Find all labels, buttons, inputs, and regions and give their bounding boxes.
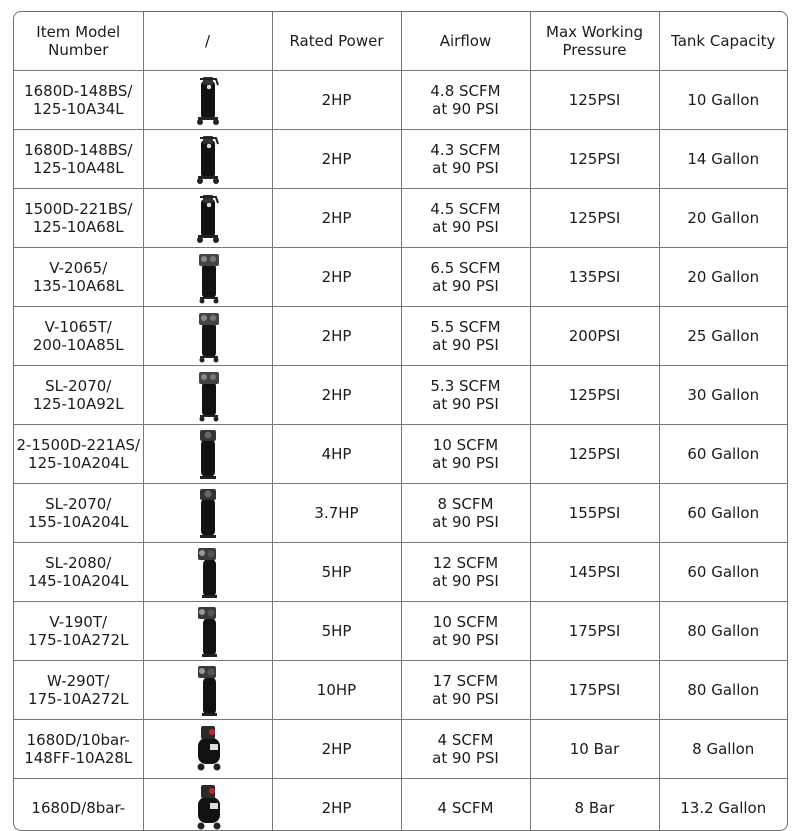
- header-row: [14, 12, 787, 71]
- model-cell: 1680D-148BS/ 125-10A34L: [14, 71, 143, 130]
- model-cell: V-190T/ 175-10A272L: [14, 602, 143, 661]
- airflow-cell: 12 SCFM at 90 PSI: [401, 543, 530, 602]
- table-row: [14, 602, 787, 661]
- tank-cell: 60 Gallon: [659, 425, 787, 484]
- spec-table-container: [13, 11, 788, 831]
- compressor-type-c-icon: [192, 486, 224, 540]
- power-cell: 2HP: [272, 366, 401, 425]
- compressor-type-a-icon: [192, 191, 224, 245]
- pressure-cell: 135PSI: [530, 248, 659, 307]
- airflow-cell: 4.8 SCFM at 90 PSI: [401, 71, 530, 130]
- airflow-cell: 4 SCFM: [401, 779, 530, 831]
- model-cell: 1680D/10bar- 148FF-10A28L: [14, 720, 143, 779]
- product-image-cell: [143, 130, 272, 189]
- compressor-type-d-icon: [192, 545, 224, 599]
- spec-table: [14, 12, 787, 831]
- pressure-cell: 125PSI: [530, 189, 659, 248]
- airflow-cell: 8 SCFM at 90 PSI: [401, 484, 530, 543]
- table-row: [14, 189, 787, 248]
- power-cell: 2HP: [272, 720, 401, 779]
- pressure-cell: 8 Bar: [530, 779, 659, 831]
- power-cell: 2HP: [272, 71, 401, 130]
- model-cell: 1500D-221BS/ 125-10A68L: [14, 189, 143, 248]
- model-cell: 1680D/8bar-: [14, 779, 143, 831]
- product-image-cell: [143, 602, 272, 661]
- pressure-cell: 145PSI: [530, 543, 659, 602]
- model-cell: V-1065T/ 200-10A85L: [14, 307, 143, 366]
- compressor-type-a-icon: [192, 73, 224, 127]
- power-cell: 4HP: [272, 425, 401, 484]
- table-row: [14, 484, 787, 543]
- airflow-cell: 10 SCFM at 90 PSI: [401, 425, 530, 484]
- compressor-type-d-icon: [192, 604, 224, 658]
- pressure-cell: 125PSI: [530, 71, 659, 130]
- table-row: [14, 248, 787, 307]
- model-cell: SL-2070/ 155-10A204L: [14, 484, 143, 543]
- compressor-type-d-icon: [192, 663, 224, 717]
- table-row: [14, 425, 787, 484]
- product-image-cell: [143, 779, 272, 831]
- pressure-cell: 175PSI: [530, 602, 659, 661]
- model-cell: W-290T/ 175-10A272L: [14, 661, 143, 720]
- tank-cell: 30 Gallon: [659, 366, 787, 425]
- compressor-type-c-icon: [192, 427, 224, 481]
- airflow-cell: 17 SCFM at 90 PSI: [401, 661, 530, 720]
- compressor-type-a-icon: [192, 132, 224, 186]
- product-image-cell: [143, 307, 272, 366]
- product-image-cell: [143, 543, 272, 602]
- header-rated-power: Rated Power: [272, 12, 401, 71]
- product-image-cell: [143, 425, 272, 484]
- table-row: [14, 661, 787, 720]
- header-max-pressure: Max Working Pressure: [530, 12, 659, 71]
- table-row: [14, 543, 787, 602]
- table-row: [14, 720, 787, 779]
- product-image-cell: [143, 484, 272, 543]
- tank-cell: 13.2 Gallon: [659, 779, 787, 831]
- power-cell: 2HP: [272, 189, 401, 248]
- airflow-cell: 4.3 SCFM at 90 PSI: [401, 130, 530, 189]
- tank-cell: 20 Gallon: [659, 248, 787, 307]
- power-cell: 5HP: [272, 602, 401, 661]
- product-image-cell: [143, 720, 272, 779]
- compressor-type-e-icon: [192, 781, 224, 831]
- tank-cell: 8 Gallon: [659, 720, 787, 779]
- airflow-cell: 5.5 SCFM at 90 PSI: [401, 307, 530, 366]
- power-cell: 2HP: [272, 130, 401, 189]
- power-cell: 2HP: [272, 248, 401, 307]
- model-cell: 2-1500D-221AS/ 125-10A204L: [14, 425, 143, 484]
- pressure-cell: 175PSI: [530, 661, 659, 720]
- power-cell: 10HP: [272, 661, 401, 720]
- pressure-cell: 10 Bar: [530, 720, 659, 779]
- product-image-cell: [143, 366, 272, 425]
- power-cell: 2HP: [272, 779, 401, 831]
- model-cell: SL-2070/ 125-10A92L: [14, 366, 143, 425]
- pressure-cell: 125PSI: [530, 425, 659, 484]
- power-cell: 5HP: [272, 543, 401, 602]
- power-cell: 2HP: [272, 307, 401, 366]
- header-tank-capacity: Tank Capacity: [659, 12, 787, 71]
- tank-cell: 10 Gallon: [659, 71, 787, 130]
- compressor-type-e-icon: [192, 722, 224, 776]
- table-row: [14, 130, 787, 189]
- tank-cell: 20 Gallon: [659, 189, 787, 248]
- table-row: [14, 71, 787, 130]
- header-item-model: Item Model Number: [14, 12, 143, 71]
- tank-cell: 25 Gallon: [659, 307, 787, 366]
- header-airflow: Airflow: [401, 12, 530, 71]
- product-image-cell: [143, 661, 272, 720]
- airflow-cell: 10 SCFM at 90 PSI: [401, 602, 530, 661]
- tank-cell: 60 Gallon: [659, 543, 787, 602]
- model-cell: 1680D-148BS/ 125-10A48L: [14, 130, 143, 189]
- product-image-cell: [143, 248, 272, 307]
- compressor-type-b-icon: [192, 250, 224, 304]
- product-image-cell: [143, 189, 272, 248]
- product-image-cell: [143, 71, 272, 130]
- model-cell: SL-2080/ 145-10A204L: [14, 543, 143, 602]
- compressor-type-b-icon: [192, 309, 224, 363]
- pressure-cell: 200PSI: [530, 307, 659, 366]
- header-image: /: [143, 12, 272, 71]
- model-cell: V-2065/ 135-10A68L: [14, 248, 143, 307]
- pressure-cell: 125PSI: [530, 130, 659, 189]
- tank-cell: 60 Gallon: [659, 484, 787, 543]
- table-row: [14, 366, 787, 425]
- tank-cell: 14 Gallon: [659, 130, 787, 189]
- compressor-type-b-icon: [192, 368, 224, 422]
- pressure-cell: 125PSI: [530, 366, 659, 425]
- table-row: [14, 307, 787, 366]
- pressure-cell: 155PSI: [530, 484, 659, 543]
- airflow-cell: 5.3 SCFM at 90 PSI: [401, 366, 530, 425]
- airflow-cell: 6.5 SCFM at 90 PSI: [401, 248, 530, 307]
- airflow-cell: 4 SCFM at 90 PSI: [401, 720, 530, 779]
- table-row: [14, 779, 787, 831]
- tank-cell: 80 Gallon: [659, 661, 787, 720]
- airflow-cell: 4.5 SCFM at 90 PSI: [401, 189, 530, 248]
- power-cell: 3.7HP: [272, 484, 401, 543]
- tank-cell: 80 Gallon: [659, 602, 787, 661]
